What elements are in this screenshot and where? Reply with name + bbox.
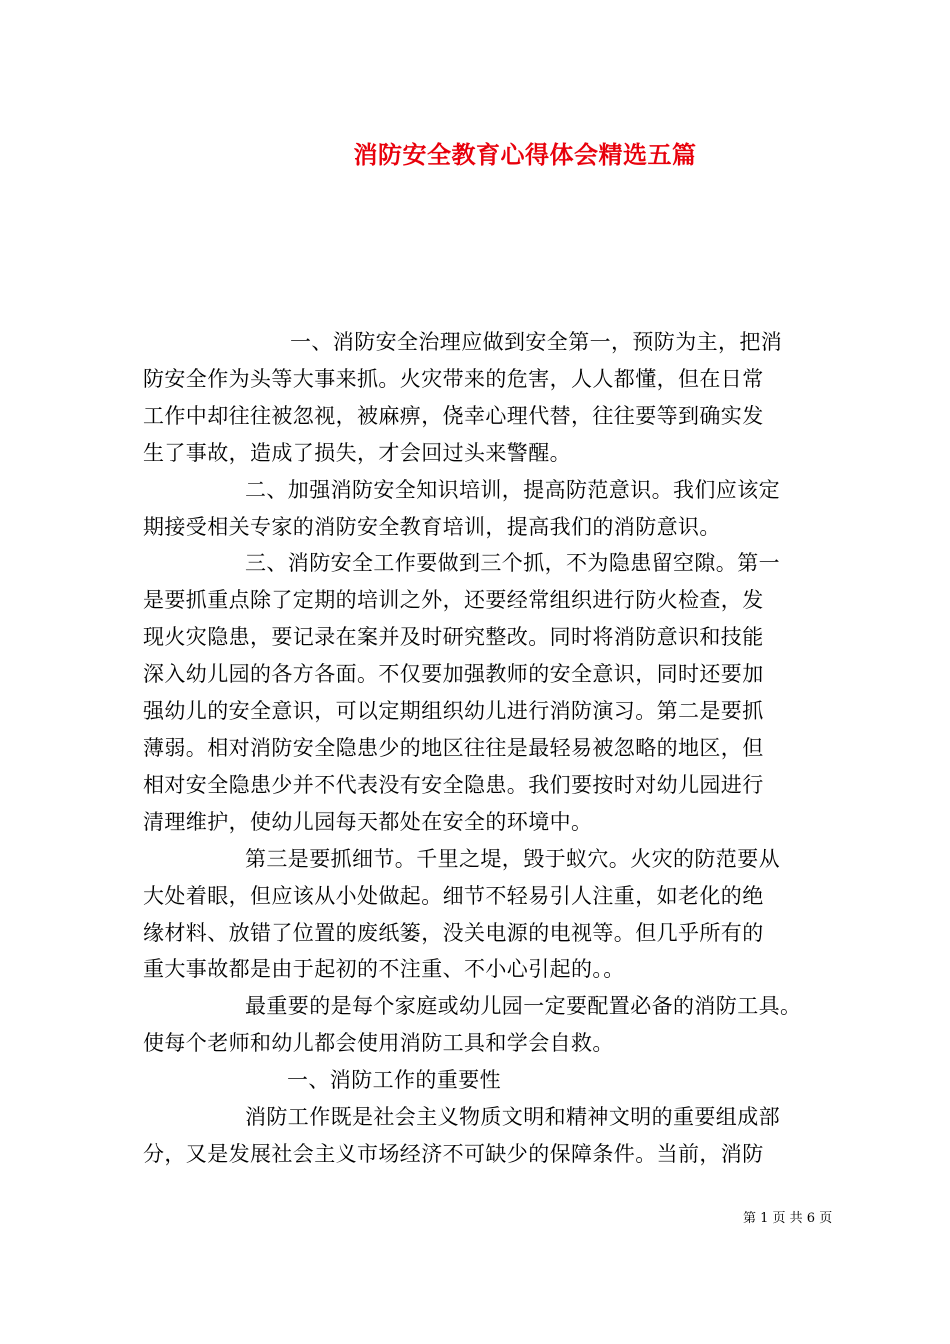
page-number: 第 1 页 共 6 页 [743,1211,833,1226]
text-line: 强幼儿的安全意识，可以定期组织幼儿进行消防演习。第二是要抓 [143,699,764,724]
text-line: 第三是要抓细节。千里之堤，毁于蚁穴。火灾的防范要从 [245,846,780,871]
document-title: 消防安全教育心得体会精选五篇 [353,140,697,169]
text-line: 防安全作为头等大事来抓。火灾带来的危害，人人都懂，但在日常 [143,366,764,391]
text-line: 一、消防安全治理应做到安全第一，预防为主，把消 [290,330,783,354]
text-line: 现火灾隐患，要记录在案并及时研究整改。同时将消防意识和技能 [143,625,764,650]
text-line: 期接受相关专家的消防安全教育培训，提高我们的消防意识。 [143,514,721,539]
text-line: 三、消防安全工作要做到三个抓，不为隐患留空隙。第一 [245,551,780,576]
text-line: 重大事故都是由于起初的不注重、不小心引起的。。 [143,957,625,982]
text-line: 相对安全隐患少并不代表没有安全隐患。我们要按时对幼儿园进行 [143,772,764,797]
section-heading: 一、消防工作的重要性 [287,1068,501,1093]
text-line: 生了事故，造成了损失，才会回过头来警醒。 [143,440,571,465]
text-line: 消防工作既是社会主义物质文明和精神文明的重要组成部 [245,1105,780,1130]
text-line: 使每个老师和幼儿都会使用消防工具和学会自救。 [143,1031,614,1056]
text-line: 工作中却往往被忽视，被麻痹，侥幸心理代替，往往要等到确实发 [143,403,764,428]
text-line: 大处着眼，但应该从小处做起。细节不轻易引人注重，如老化的绝 [143,883,764,908]
document-body [143,324,815,1173]
text-line: 分，又是发展社会主义市场经济不可缺少的保障条件。当前，消防 [143,1141,764,1166]
text-line: 薄弱。相对消防安全隐患少的地区往往是最轻易被忽略的地区，但 [143,735,764,760]
text-line: 缘材料、放错了位置的废纸篓，没关电源的电视等。但几乎所有的 [143,920,764,945]
text-line: 清理维护，使幼儿园每天都处在安全的环境中。 [143,809,593,834]
text-line: 深入幼儿园的各方各面。不仅要加强教师的安全意识，同时还要加 [143,662,764,687]
text-line: 最重要的是每个家庭或幼儿园一定要配置必备的消防工具。 [245,994,802,1019]
text-line: 是要抓重点除了定期的培训之外，还要经常组织进行防火检查，发 [143,588,764,613]
text-line: 二、加强消防安全知识培训，提高防范意识。我们应该定 [245,477,780,502]
